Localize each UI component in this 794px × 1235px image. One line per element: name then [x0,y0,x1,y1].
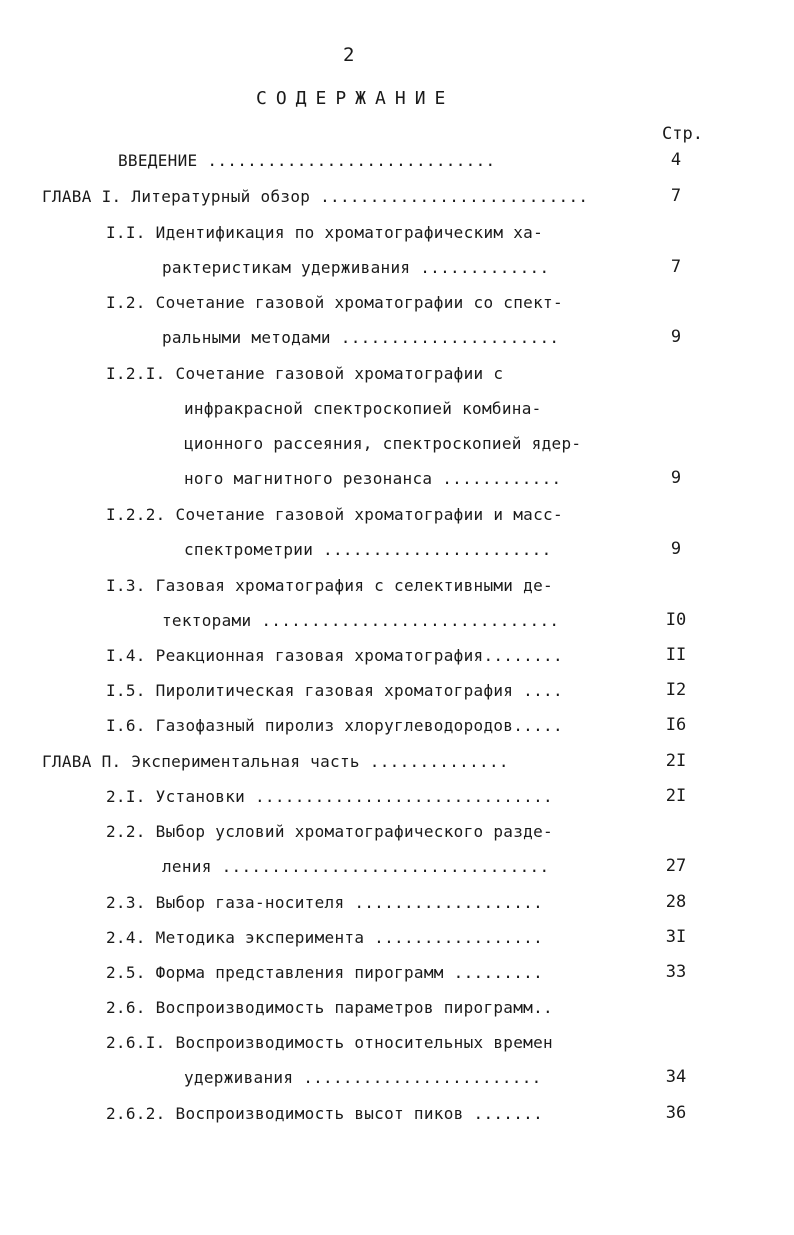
toc-page-number: II [665,645,687,665]
toc-line: рактеристикам удерживания ............. [162,258,550,277]
toc-page-number: 4 [670,150,682,170]
toc-page-number: 9 [670,539,682,559]
toc-line: 2.3. Выбор газа-носителя ................... [106,893,544,912]
toc-line: 2.6.I. Воспроизводимость относительных времен [106,1033,553,1052]
toc-line: ГЛАВА П. Экспериментальная часть .............. [42,752,509,771]
page-column-header: Стр. [662,124,703,144]
toc-page-number: 28 [665,892,687,912]
toc-page-number: 33 [665,962,687,982]
toc-line: удерживания ........................ [184,1068,542,1087]
toc-page-number: 7 [670,257,682,277]
toc-line: 2.2. Выбор условий хроматографического разде- [106,822,553,841]
toc-page-number: 3I [665,927,687,947]
toc-page-number: I6 [665,715,687,735]
toc-line: ления ................................. [162,857,550,876]
toc-line: текторами .............................. [162,611,560,630]
page-number: 2 [343,44,355,66]
page-title: СОДЕРЖАНИЕ [256,88,455,109]
toc-line: ционного рассеяния, спектроскопией ядер- [184,434,582,453]
toc-line: 2.6.2. Воспроизводимость высот пиков ....... [106,1104,544,1123]
toc-page-number: I0 [665,610,687,630]
toc-line: I.2. Сочетание газовой хроматографии со спект- [106,293,563,312]
toc-line: инфракрасной спектроскопией комбина- [184,399,542,418]
toc-line: I.4. Реакционная газовая хроматография........ [106,646,563,665]
toc-line: 2.5. Форма представления пирограмм ......... [106,963,544,982]
toc-line: 2.I. Установки .............................. [106,787,553,806]
toc-line: I.I. Идентификация по хроматографическим ха- [106,223,544,242]
toc-line: I.2.I. Сочетание газовой хроматографии с [106,364,504,383]
toc-line: 2.4. Методика эксперимента ................. [106,928,544,947]
toc-line: I.5. Пиролитическая газовая хроматография .... [106,681,563,700]
toc-page-number: 9 [670,468,682,488]
toc-line: I.6. Газофазный пиролиз хлоруглеводородов..... [106,716,563,735]
toc-line: ВВЕДЕНИЕ ............................. [118,151,496,170]
toc-page-number: 27 [665,856,687,876]
toc-page-number: 2I [665,786,687,806]
toc-page-number: 2I [665,751,687,771]
toc-line: ГЛАВА I. Литературный обзор ........................... [42,187,589,206]
toc-line: I.2.2. Сочетание газовой хроматографии и масс- [106,505,563,524]
toc-line: спектрометрии ....................... [184,540,552,559]
toc-line: I.3. Газовая хроматография с селективными де- [106,576,553,595]
toc-line: ного магнитного резонанса ............ [184,469,562,488]
toc-page-number: 9 [670,327,682,347]
toc-line: 2.6. Воспроизводимость параметров пирограмм.. [106,998,553,1017]
toc-page-number: I2 [665,680,687,700]
toc-page-number: 34 [665,1067,687,1087]
toc-line: ральными методами ...................... [162,328,560,347]
toc-page-number: 7 [670,186,682,206]
toc-page-number: 36 [665,1103,687,1123]
